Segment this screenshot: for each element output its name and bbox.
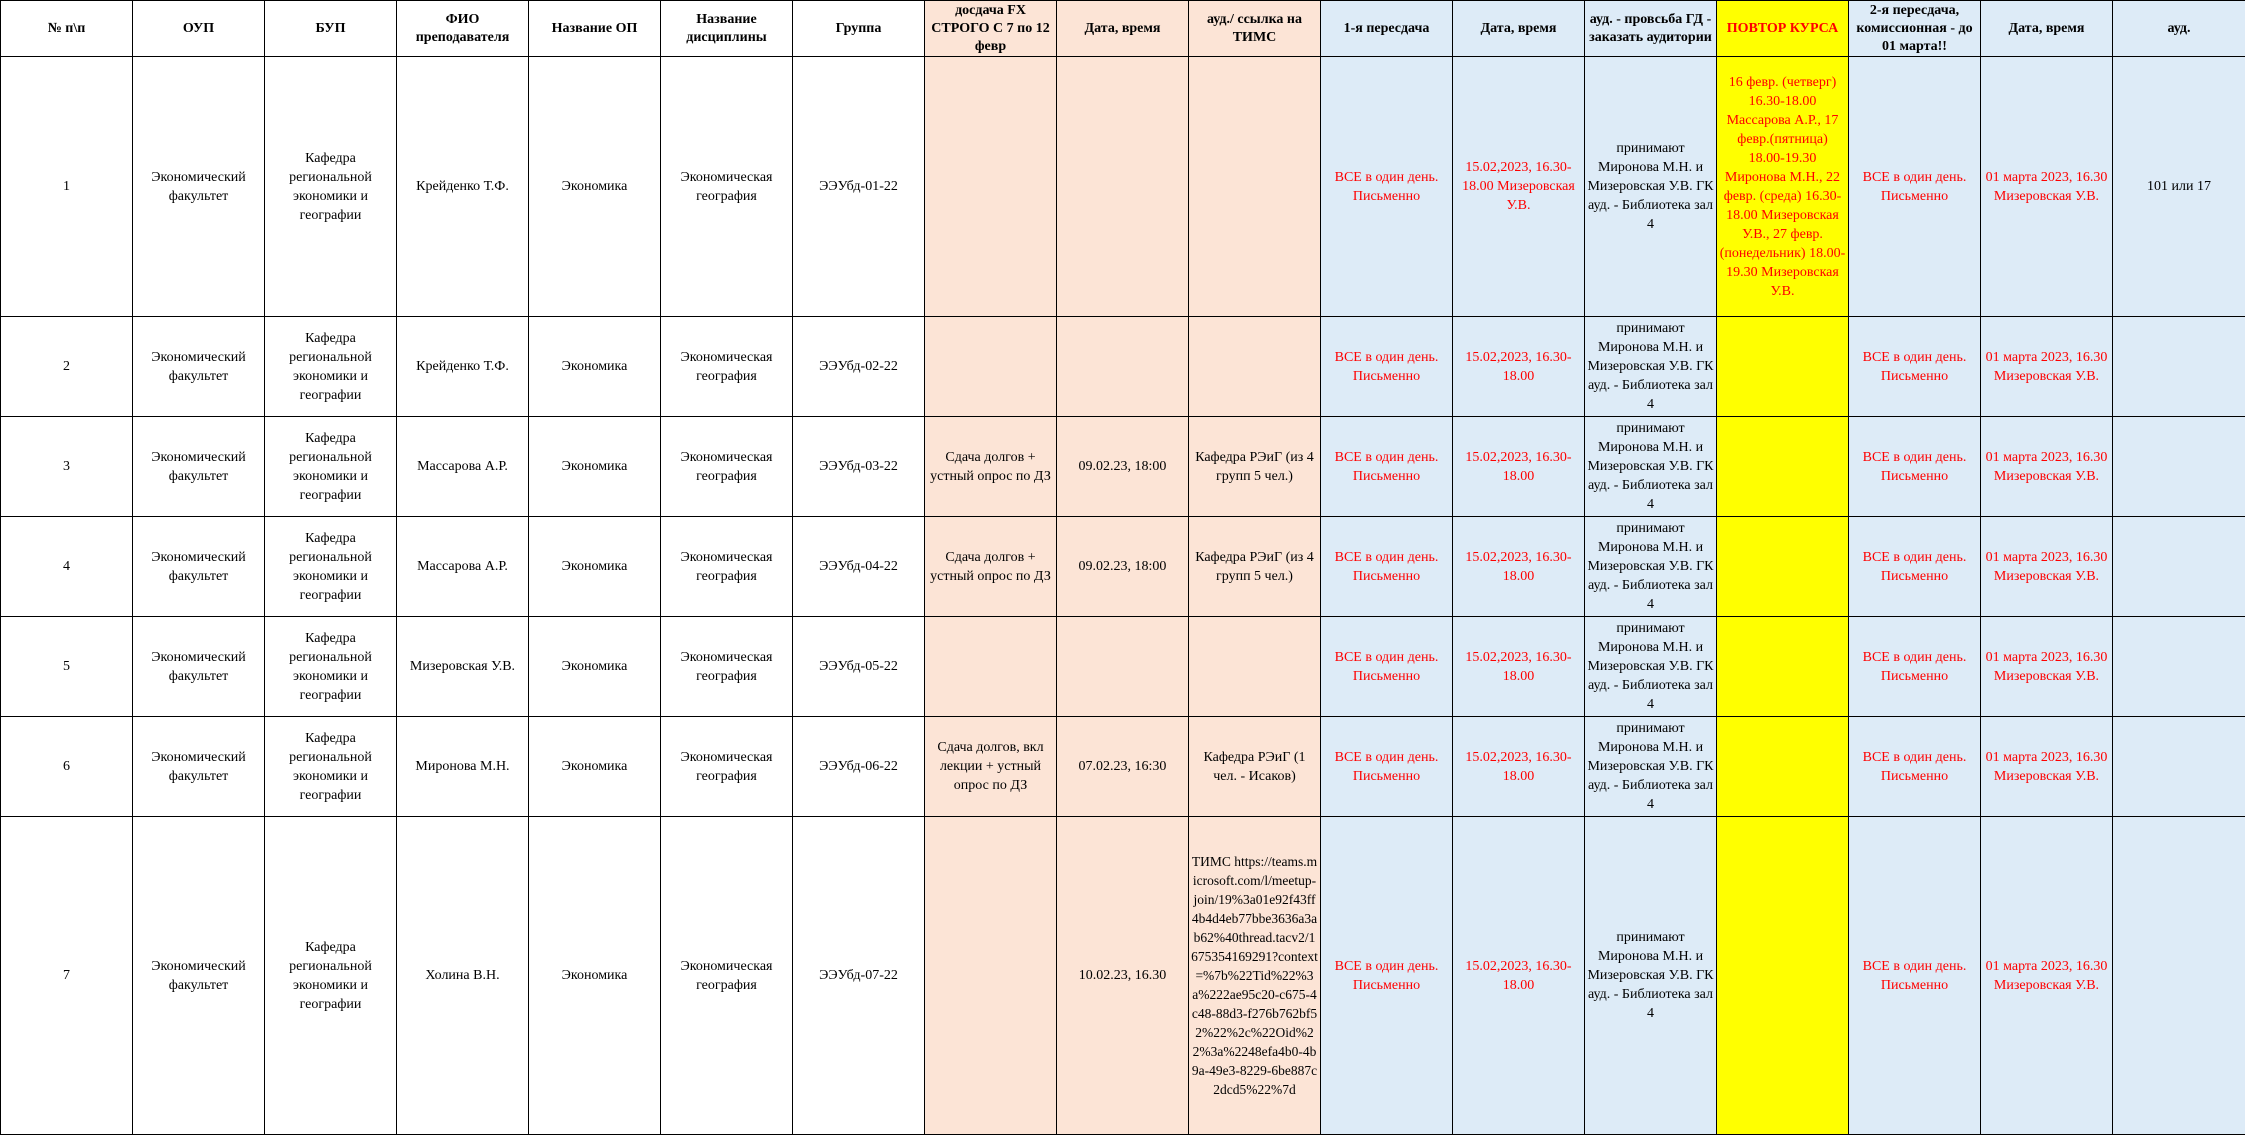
cell-datetime-2: 15.02,2023, 16.30-18.00 <box>1453 417 1585 517</box>
cell-op: Экономика <box>529 317 661 417</box>
cell-num: 6 <box>1 717 133 817</box>
cell-oup: Экономический факультет <box>133 317 265 417</box>
cell-group: ЭЭУбд-05-22 <box>793 617 925 717</box>
cell-num: 1 <box>1 57 133 317</box>
header-aud-tims: ауд./ ссылка на ТИМС <box>1189 1 1321 57</box>
table-row <box>1 57 2245 317</box>
cell-bup: Кафедра региональной экономики и географии <box>265 57 397 317</box>
cell-retake-1: ВСЕ в один день. Письменно <box>1321 517 1453 617</box>
cell-repeat-course <box>1717 617 1849 717</box>
cell-retake-2: ВСЕ в один день. Письменно <box>1849 517 1981 617</box>
header-row <box>1 1 2245 57</box>
cell-op: Экономика <box>529 57 661 317</box>
cell-datetime-1 <box>1057 317 1189 417</box>
cell-aud <box>2113 517 2245 617</box>
cell-retake-1: ВСЕ в один день. Письменно <box>1321 717 1453 817</box>
header-discipline: Название дисциплины <box>661 1 793 57</box>
cell-group: ЭЭУбд-01-22 <box>793 57 925 317</box>
cell-datetime-3: 01 марта 2023, 16.30 Мизеровская У.В. <box>1981 817 2113 1135</box>
cell-aud-request: принимают Миронова М.Н. и Мизеровская У.В. ГК ауд. - Библиотека зал 4 <box>1585 317 1717 417</box>
cell-datetime-3: 01 марта 2023, 16.30 Мизеровская У.В. <box>1981 517 2113 617</box>
cell-teacher: Миронова М.Н. <box>397 717 529 817</box>
cell-teacher: Массарова А.Р. <box>397 417 529 517</box>
cell-teacher: Крейденко Т.Ф. <box>397 317 529 417</box>
cell-discipline: Экономическая география <box>661 817 793 1135</box>
cell-retake-1: ВСЕ в один день. Письменно <box>1321 57 1453 317</box>
cell-datetime-3: 01 марта 2023, 16.30 Мизеровская У.В. <box>1981 57 2113 317</box>
cell-aud-request: принимают Миронова М.Н. и Мизеровская У.В. ГК ауд. - Библиотека зал 4 <box>1585 57 1717 317</box>
cell-group: ЭЭУбд-06-22 <box>793 717 925 817</box>
cell-op: Экономика <box>529 817 661 1135</box>
cell-fx <box>925 317 1057 417</box>
cell-aud-tims <box>1189 57 1321 317</box>
cell-aud-request: принимают Миронова М.Н. и Мизеровская У.В. ГК ауд. - Библиотека зал 4 <box>1585 717 1717 817</box>
cell-repeat-course <box>1717 317 1849 417</box>
cell-oup: Экономический факультет <box>133 717 265 817</box>
cell-datetime-2: 15.02,2023, 16.30-18.00 Мизеровская У.В. <box>1453 57 1585 317</box>
cell-aud <box>2113 417 2245 517</box>
cell-datetime-1 <box>1057 57 1189 317</box>
cell-discipline: Экономическая география <box>661 717 793 817</box>
cell-datetime-1: 09.02.23, 18:00 <box>1057 517 1189 617</box>
cell-bup: Кафедра региональной экономики и географии <box>265 717 397 817</box>
cell-oup: Экономический факультет <box>133 517 265 617</box>
cell-op: Экономика <box>529 517 661 617</box>
cell-aud-request: принимают Миронова М.Н. и Мизеровская У.В. ГК ауд. - Библиотека зал 4 <box>1585 617 1717 717</box>
cell-repeat-course <box>1717 717 1849 817</box>
cell-group: ЭЭУбд-07-22 <box>793 817 925 1135</box>
cell-num: 4 <box>1 517 133 617</box>
header-fx: досдача FX СТРОГО С 7 по 12 февр <box>925 1 1057 57</box>
cell-datetime-1: 09.02.23, 18:00 <box>1057 417 1189 517</box>
header-teacher: ФИО преподавателя <box>397 1 529 57</box>
cell-fx <box>925 617 1057 717</box>
cell-num: 3 <box>1 417 133 517</box>
cell-aud-request: принимают Миронова М.Н. и Мизеровская У.В. ГК ауд. - Библиотека зал 4 <box>1585 417 1717 517</box>
cell-datetime-1 <box>1057 617 1189 717</box>
cell-fx: Сдача долгов, вкл лекции + устный опрос по ДЗ <box>925 717 1057 817</box>
table-row <box>1 717 2245 817</box>
cell-fx <box>925 57 1057 317</box>
cell-datetime-3: 01 марта 2023, 16.30 Мизеровская У.В. <box>1981 317 2113 417</box>
cell-aud <box>2113 317 2245 417</box>
cell-datetime-3: 01 марта 2023, 16.30 Мизеровская У.В. <box>1981 417 2113 517</box>
cell-discipline: Экономическая география <box>661 417 793 517</box>
table-row <box>1 317 2245 417</box>
cell-datetime-2: 15.02,2023, 16.30-18.00 <box>1453 517 1585 617</box>
cell-op: Экономика <box>529 417 661 517</box>
cell-fx: Сдача долгов + устный опрос по ДЗ <box>925 517 1057 617</box>
cell-aud-tims <box>1189 317 1321 417</box>
cell-retake-1: ВСЕ в один день. Письменно <box>1321 317 1453 417</box>
cell-teacher: Мизеровская У.В. <box>397 617 529 717</box>
cell-aud-request: принимают Миронова М.Н. и Мизеровская У.В. ГК ауд. - Библиотека зал 4 <box>1585 817 1717 1135</box>
cell-repeat-course <box>1717 417 1849 517</box>
cell-oup: Экономический факультет <box>133 417 265 517</box>
cell-aud-tims: Кафедра РЭиГ (из 4 групп 5 чел.) <box>1189 417 1321 517</box>
cell-num: 5 <box>1 617 133 717</box>
table-row <box>1 617 2245 717</box>
cell-repeat-course: 16 февр. (четверг) 16.30-18.00 Массарова А.Р., 17 февр.(пятница) 18.00-19.30 Миронова М.Н., 22 февр. (среда) 16.30-18.00 Мизеровская У.В., 27 февр. (понедельник) 18.00-19.30 Мизеровская У.В. <box>1717 57 1849 317</box>
cell-op: Экономика <box>529 617 661 717</box>
cell-bup: Кафедра региональной экономики и географии <box>265 317 397 417</box>
cell-datetime-3: 01 марта 2023, 16.30 Мизеровская У.В. <box>1981 617 2113 717</box>
cell-teacher: Крейденко Т.Ф. <box>397 57 529 317</box>
cell-datetime-2: 15.02,2023, 16.30-18.00 <box>1453 817 1585 1135</box>
cell-fx: Сдача долгов + устный опрос по ДЗ <box>925 417 1057 517</box>
header-num: № п\п <box>1 1 133 57</box>
cell-retake-1: ВСЕ в один день. Письменно <box>1321 817 1453 1135</box>
cell-group: ЭЭУбд-03-22 <box>793 417 925 517</box>
cell-aud-tims: Кафедра РЭиГ (1 чел. - Исаков) <box>1189 717 1321 817</box>
cell-aud-request: принимают Миронова М.Н. и Мизеровская У.В. ГК ауд. - Библиотека зал 4 <box>1585 517 1717 617</box>
cell-retake-2: ВСЕ в один день. Письменно <box>1849 417 1981 517</box>
header-retake-1: 1-я пересдача <box>1321 1 1453 57</box>
cell-oup: Экономический факультет <box>133 617 265 717</box>
cell-bup: Кафедра региональной экономики и географии <box>265 817 397 1135</box>
table-row <box>1 517 2245 617</box>
cell-datetime-2: 15.02,2023, 16.30-18.00 <box>1453 717 1585 817</box>
header-oup: ОУП <box>133 1 265 57</box>
cell-bup: Кафедра региональной экономики и географии <box>265 617 397 717</box>
cell-teacher: Массарова А.Р. <box>397 517 529 617</box>
cell-retake-2: ВСЕ в один день. Письменно <box>1849 717 1981 817</box>
header-op: Название ОП <box>529 1 661 57</box>
cell-repeat-course <box>1717 817 1849 1135</box>
cell-oup: Экономический факультет <box>133 57 265 317</box>
header-datetime-1: Дата, время <box>1057 1 1189 57</box>
cell-aud <box>2113 617 2245 717</box>
cell-fx <box>925 817 1057 1135</box>
cell-bup: Кафедра региональной экономики и географии <box>265 517 397 617</box>
cell-aud <box>2113 817 2245 1135</box>
cell-discipline: Экономическая география <box>661 57 793 317</box>
cell-group: ЭЭУбд-04-22 <box>793 517 925 617</box>
header-group: Группа <box>793 1 925 57</box>
table-row <box>1 417 2245 517</box>
cell-discipline: Экономическая география <box>661 617 793 717</box>
cell-aud <box>2113 717 2245 817</box>
cell-discipline: Экономическая география <box>661 517 793 617</box>
header-datetime-2: Дата, время <box>1453 1 1585 57</box>
header-aud: ауд. <box>2113 1 2245 57</box>
cell-datetime-2: 15.02,2023, 16.30-18.00 <box>1453 317 1585 417</box>
header-datetime-3: Дата, время <box>1981 1 2113 57</box>
cell-retake-2: ВСЕ в один день. Письменно <box>1849 57 1981 317</box>
cell-repeat-course <box>1717 517 1849 617</box>
cell-oup: Экономический факультет <box>133 817 265 1135</box>
header-aud-request: ауд. - провсьба ГД - заказать аудитории <box>1585 1 1717 57</box>
cell-datetime-2: 15.02,2023, 16.30-18.00 <box>1453 617 1585 717</box>
header-bup: БУП <box>265 1 397 57</box>
cell-bup: Кафедра региональной экономики и географии <box>265 417 397 517</box>
header-repeat-course: ПОВТОР КУРСА <box>1717 1 1849 57</box>
cell-aud-tims-link[interactable]: ТИМС https://teams.microsoft.com/l/meetup-join/19%3a01e92f43ff4b4d4eb77bbe3636a3ab62%40thread.tacv2/1675354169291?context=%7b%22Tid%22%3a%222ae95c20-c675-4c48-88d3-f276b762bf52%22%2c%22Oid%22%3a%2248efa4b0-4b9a-49e3-8229-6be887c2dcd5%22%7d <box>1189 817 1321 1135</box>
cell-retake-2: ВСЕ в один день. Письменно <box>1849 817 1981 1135</box>
cell-aud: 101 или 17 <box>2113 57 2245 317</box>
cell-retake-2: ВСЕ в один день. Письменно <box>1849 317 1981 417</box>
cell-op: Экономика <box>529 717 661 817</box>
cell-retake-2: ВСЕ в один день. Письменно <box>1849 617 1981 717</box>
cell-teacher: Холина В.Н. <box>397 817 529 1135</box>
cell-retake-1: ВСЕ в один день. Письменно <box>1321 417 1453 517</box>
cell-datetime-1: 10.02.23, 16.30 <box>1057 817 1189 1135</box>
cell-num: 2 <box>1 317 133 417</box>
cell-discipline: Экономическая география <box>661 317 793 417</box>
cell-aud-tims <box>1189 617 1321 717</box>
cell-num: 7 <box>1 817 133 1135</box>
cell-group: ЭЭУбд-02-22 <box>793 317 925 417</box>
table-row <box>1 817 2245 1135</box>
cell-datetime-3: 01 марта 2023, 16.30 Мизеровская У.В. <box>1981 717 2113 817</box>
cell-datetime-1: 07.02.23, 16:30 <box>1057 717 1189 817</box>
cell-aud-tims: Кафедра РЭиГ (из 4 групп 5 чел.) <box>1189 517 1321 617</box>
header-retake-2: 2-я пересдача, комиссионная - до 01 марта!! <box>1849 1 1981 57</box>
cell-retake-1: ВСЕ в один день. Письменно <box>1321 617 1453 717</box>
